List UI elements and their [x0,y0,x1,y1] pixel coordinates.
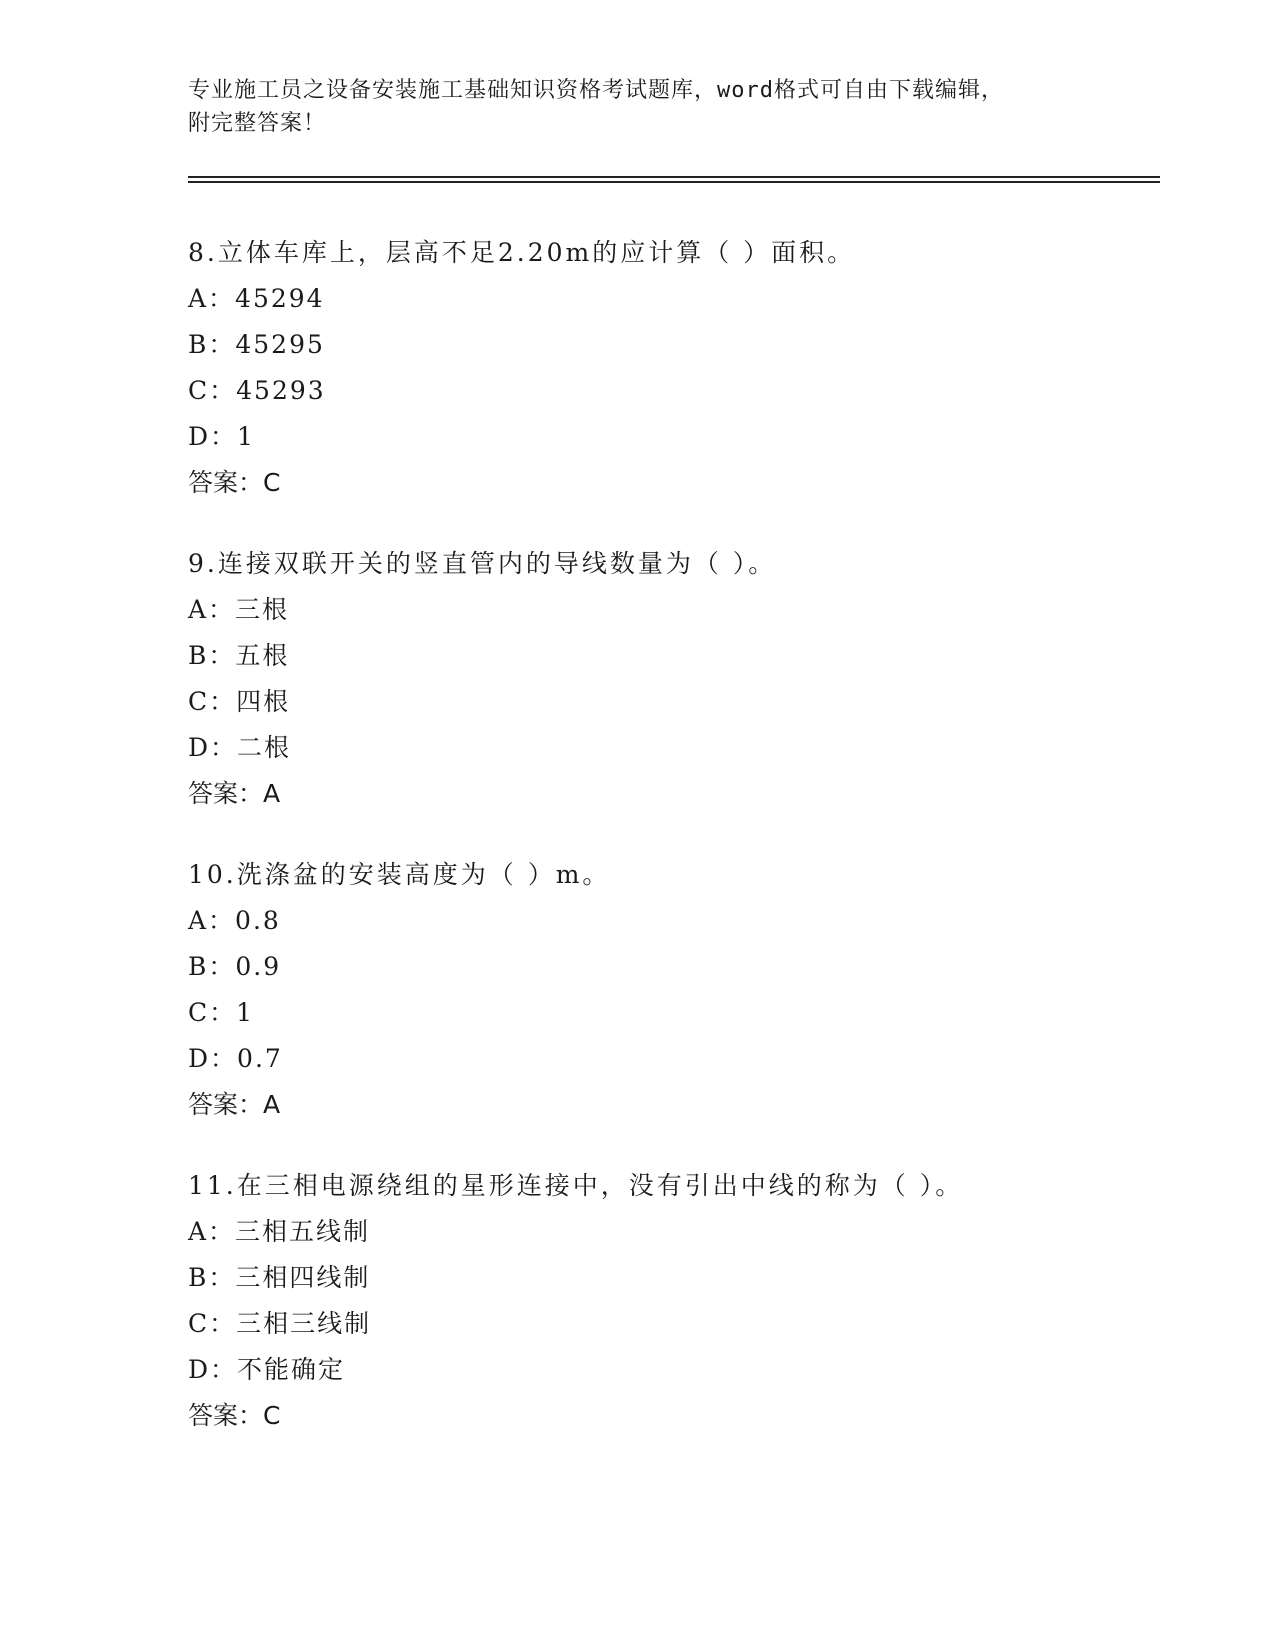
option-b: B：45295 [188,330,325,359]
header-divider-top [188,176,1160,178]
option-c: C：三相三线制 [188,1309,372,1338]
question-10 [188,858,1160,1128]
option-a: A：三相五线制 [188,1217,371,1246]
option-b: B：五根 [188,641,290,670]
question-stem: 11.在三相电源绕组的星形连接中，没有引出中线的称为（ ）。 [188,1171,964,1200]
question-list [188,236,1160,1480]
option-c: C：1 [188,998,255,1027]
option-d: D：0.7 [188,1044,283,1073]
header-line-1: 专业施工员之设备安装施工基础知识资格考试题库，word格式可自由下载编辑， [188,78,1004,103]
document-header [188,74,1088,140]
answer-line: 答案：C [188,468,281,497]
answer-line: 答案：A [188,779,281,808]
question-stem: 8.立体车库上，层高不足2.20m的应计算（ ）面积。 [188,238,856,267]
option-a: A：0.8 [188,906,281,935]
question-stem: 9.连接双联开关的竖直管内的导线数量为（ ）。 [188,549,777,578]
answer-line: 答案：C [188,1401,281,1430]
option-a: A：三根 [188,595,290,624]
answer-line: 答案：A [188,1090,281,1119]
question-9 [188,547,1160,817]
option-d: D：不能确定 [188,1355,346,1384]
option-a: A：45294 [188,284,325,313]
question-stem: 10.洗涤盆的安装高度为（ ）m。 [188,860,611,889]
option-b: B：三相四线制 [188,1263,371,1292]
option-b: B：0.9 [188,952,282,981]
question-8 [188,236,1160,506]
option-c: C：四根 [188,687,291,716]
option-d: D：1 [188,422,255,451]
question-11 [188,1169,1160,1439]
header-line-2: 附完整答案！ [188,111,327,136]
option-c: C：45293 [188,376,326,405]
header-divider-bottom [188,181,1160,183]
option-d: D：二根 [188,733,292,762]
